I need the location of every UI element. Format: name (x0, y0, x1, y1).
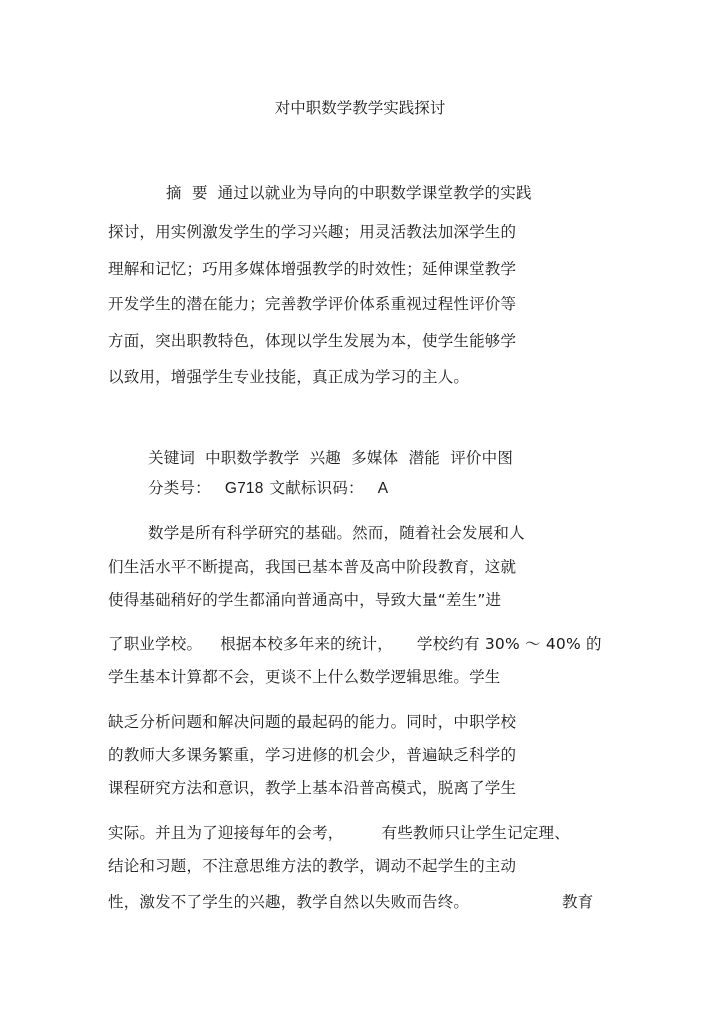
abstract-line: 以致用，增强学生专业技能，真正成为学习的主人。 (108, 368, 470, 386)
body-line-segmented (108, 823, 570, 843)
keywords-label: 关键词 (148, 449, 196, 467)
abstract-line: 理解和记忆；巧用多媒体增强教学的时效性；延伸课堂教学 (108, 260, 517, 278)
body-segment: 了职业学校。 (108, 635, 203, 653)
abstract-line: 方面，突出职教特色，体现以学生发展为本，使学生能够学 (108, 332, 517, 350)
classification-label: 分类号： (148, 479, 211, 497)
abstract-line: 开发学生的潜在能力；完善教学评价体系重视过程性评价等 (108, 295, 517, 313)
abstract-first-line (166, 183, 532, 203)
body-line-segmented (108, 634, 602, 654)
keywords-line (148, 448, 513, 468)
body-line-tail: 教育 (562, 893, 594, 911)
classification-line (148, 478, 388, 499)
document-code-value: A (377, 480, 389, 497)
body-segment: 实际。并且为了迎接每年的会考， (108, 824, 344, 842)
body-segment: 根据本校多年来的统计， (220, 635, 393, 653)
document-code-label: 文献标识码： (269, 479, 364, 497)
body-line: 课程研究方法和意识，教学上基本沿普高模式，脱离了学生 (108, 779, 517, 797)
body-line: 数学是所有科学研究的基础。然而，随着社会发展和人 (148, 524, 525, 542)
abstract-line: 通过以就业为导向的中职数学课堂教学的实践 (217, 184, 532, 202)
body-line: 使得基础稍好的学生都涌向普通高中，导致大量“差生”进 (108, 591, 502, 609)
body-line: 学生基本计算都不会，更谈不上什么数学逻辑思维。学生 (108, 668, 501, 686)
page-title: 对中职数学教学实践探讨 (274, 99, 446, 117)
abstract-line: 探讨，用实例激发学生的学习兴趣；用灵活教法加深学生的 (108, 223, 517, 241)
body-line: 性，激发不了学生的兴趣，教学自然以失败而告终。 (108, 893, 470, 911)
abstract-label: 摘 要 (166, 184, 208, 202)
classification-value: G718 (224, 480, 264, 497)
body-segment: 学校约有 30% ～ 40% 的 (416, 635, 602, 653)
body-line: 们生活水平不断提高，我国已基本普及高中阶段教育，这就 (108, 558, 517, 576)
body-line: 的教师大多课务繁重，学习进修的机会少，普遍缺乏科学的 (108, 746, 517, 764)
body-line: 结论和习题，不注意思维方法的教学，调动不起学生的主动 (108, 857, 517, 875)
body-line: 缺乏分析问题和解决问题的最起码的能力。同时，中职学校 (108, 713, 517, 731)
body-segment: 有些教师只让学生记定理、 (381, 824, 570, 842)
keywords-text: 中职数学教学 兴趣 多媒体 潜能 评价中图 (205, 449, 514, 467)
